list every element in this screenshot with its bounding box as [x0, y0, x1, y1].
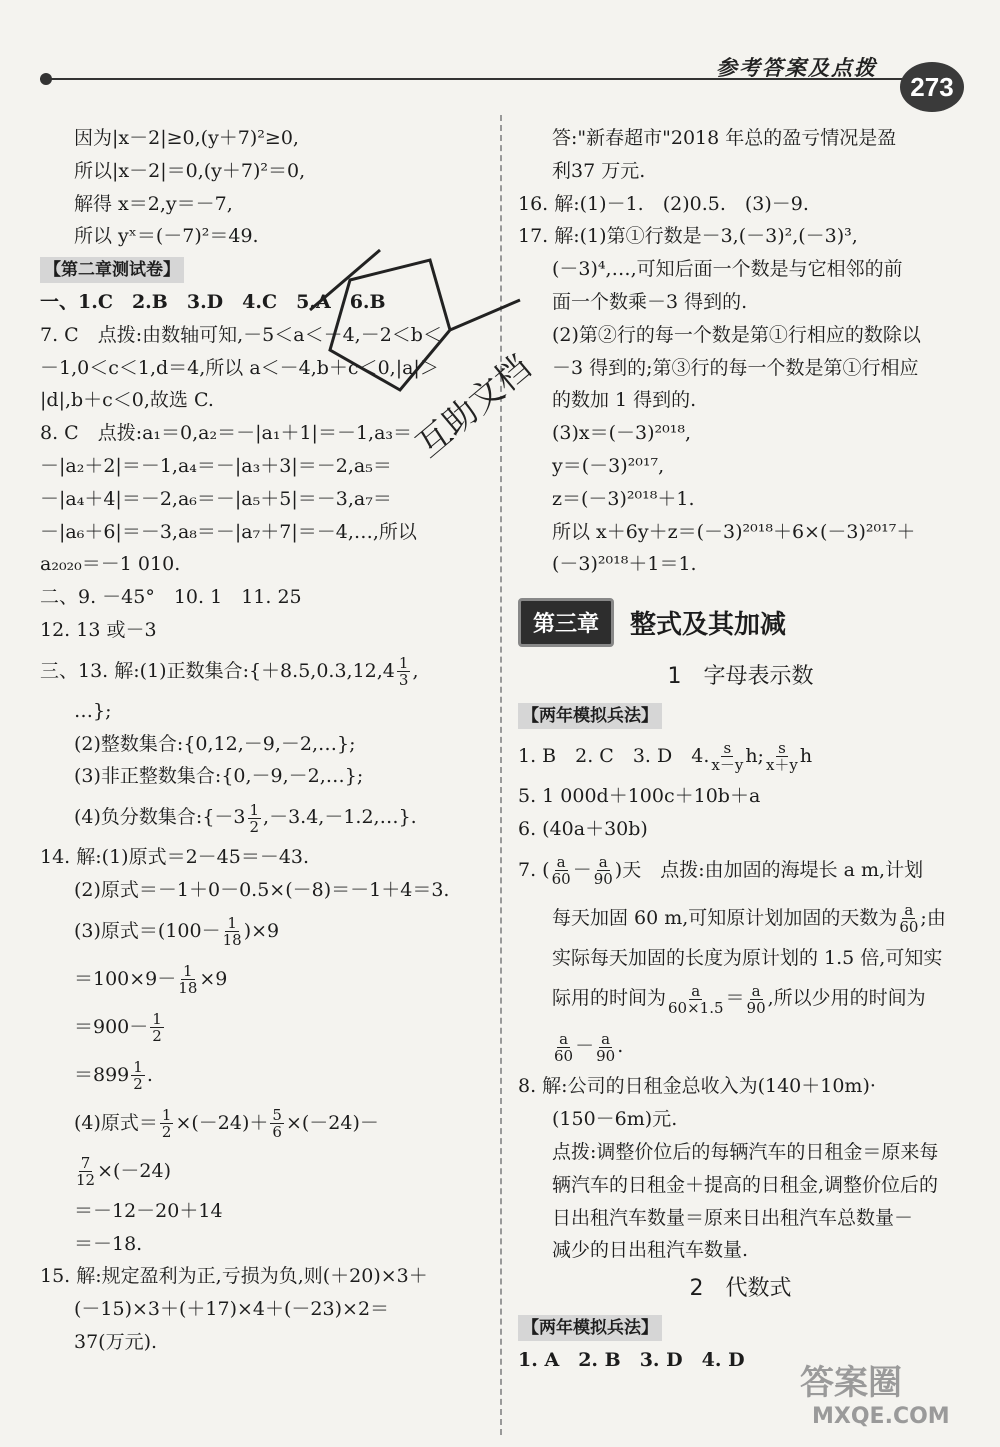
- denominator: 90: [746, 998, 766, 1017]
- numerator: 7: [80, 1154, 91, 1173]
- fraction: [711, 740, 743, 773]
- denominator: 60: [551, 870, 571, 889]
- numerator: 1: [183, 962, 193, 981]
- answer-line: [518, 1022, 963, 1070]
- text-part: ＝900－: [74, 1015, 149, 1038]
- answer-line: 12. 13 或－3: [40, 618, 157, 641]
- answer-line: [518, 846, 963, 894]
- answer-line: 一、1.C 2.B 3.D 4.C 5.A 6.B: [40, 290, 386, 313]
- answer-line: 8. 解:公司的日租金总收入为(140＋10m)·: [518, 1075, 876, 1098]
- tag-label: 【两年模拟兵法】: [518, 1315, 662, 1341]
- answer-line: [40, 1051, 490, 1099]
- numerator: s: [723, 739, 732, 758]
- text-part: ＝899: [74, 1063, 130, 1086]
- numerator: a: [559, 1029, 569, 1048]
- denominator: 90: [596, 1046, 616, 1065]
- fraction: [594, 854, 613, 887]
- section-tag: [40, 253, 490, 286]
- denominator: 60: [899, 918, 919, 937]
- answer-line: 所以 x＋6y＋z＝(－3)²⁰¹⁸＋6×(－3)²⁰¹⁷＋: [552, 520, 916, 543]
- answer-line: (2)原式＝－1＋0－0.5×(－8)＝－1＋4＝3.: [74, 878, 450, 901]
- answer-line: ＝－12－20＋14: [74, 1199, 223, 1222]
- fraction: [76, 1155, 95, 1188]
- left-column: [40, 122, 490, 1359]
- denominator: 2: [161, 1123, 172, 1142]
- text-part: ×9: [199, 967, 228, 990]
- denominator: x＋y: [765, 756, 798, 775]
- answer-line: (150－6m)元.: [552, 1108, 678, 1131]
- header-title: 参考答案及点拨: [716, 55, 877, 80]
- answer-line: [518, 894, 963, 942]
- numerator: s: [778, 739, 786, 758]
- text-part: ,－3.4,－1.2,…}.: [263, 806, 417, 829]
- numerator: a: [601, 1029, 611, 1048]
- numerator: a: [691, 981, 701, 1000]
- numerator: 1: [152, 1010, 162, 1029]
- answer-line: 减少的日出租汽车数量.: [552, 1239, 749, 1262]
- text-part: 1. B 2. C 3. D 4.: [518, 744, 710, 767]
- denominator: 90: [593, 870, 613, 889]
- text-part: 7. (: [518, 858, 550, 881]
- denominator: 12: [76, 1171, 96, 1190]
- answer-line: y＝(－3)²⁰¹⁷,: [552, 454, 665, 477]
- fraction: [150, 1011, 164, 1044]
- answer-line: a₂₀₂₀＝－1 010.: [40, 553, 181, 576]
- answer-line: －1,0＜c＜1,d＝4,所以 a＜－4,b＋c＜0,|a|＞: [40, 356, 439, 379]
- numerator: 1: [398, 654, 409, 673]
- answer-line: －|a₂＋2|＝－1,a₄＝－|a₃＋3|＝－2,a₅＝: [40, 454, 392, 477]
- denominator: 2: [133, 1075, 143, 1094]
- answer-line: 37(万元).: [74, 1330, 158, 1353]
- answer-line: 5. 1 000d＋100c＋10b＋a: [518, 784, 761, 807]
- numerator: 1: [227, 914, 237, 933]
- text-part: ,所以少用的时间为: [767, 987, 926, 1010]
- answer-line: 日出租汽车数量＝原来日出租汽车总数量－: [552, 1206, 914, 1229]
- answer-line: 14. 解:(1)原式＝2－45＝－43.: [40, 846, 310, 869]
- denominator: 60×1.5: [668, 998, 724, 1017]
- chapter-heading: [518, 589, 963, 655]
- answer-line: ＝－18.: [74, 1232, 143, 1255]
- section-title: 1 字母表示数: [667, 664, 814, 690]
- answer-line: 7. C 点拨:由数轴可知,－5＜a＜－4,－2＜b＜: [40, 323, 442, 346]
- fraction: [397, 655, 411, 688]
- text-part: h: [799, 744, 813, 767]
- page-number: 273: [900, 62, 964, 112]
- answer-line: [40, 1003, 490, 1051]
- answer-line: [40, 1099, 490, 1147]
- text-part: (4)原式＝: [74, 1111, 158, 1134]
- answer-line: 利37 万元.: [552, 159, 646, 182]
- text-part: h;: [745, 744, 764, 767]
- denominator: 6: [272, 1123, 282, 1142]
- answer-line: 6. (40a＋30b): [518, 817, 648, 840]
- answer-line: －3 得到的;第③行的每一个数是第①行相应: [552, 356, 919, 379]
- text-line: 所以|x－2|＝0,(y＋7)²＝0,: [74, 159, 306, 182]
- text-line: 因为|x－2|≥0,(y＋7)²≥0,: [74, 127, 299, 149]
- fraction: [248, 802, 262, 835]
- answer-line: [40, 647, 490, 695]
- answer-line: 1. A 2. B 3. D 4. D: [518, 1348, 745, 1371]
- numerator: 5: [272, 1106, 282, 1125]
- answer-line: (－3)⁴,…,可知后面一个数是与它相邻的前: [552, 258, 903, 281]
- fraction: [178, 963, 197, 996]
- numerator: a: [598, 853, 608, 872]
- answer-line: －|a₄＋4|＝－2,a₆＝－|a₅＋5|＝－3,a₇＝: [40, 487, 392, 510]
- tag-label: 【两年模拟兵法】: [518, 703, 662, 729]
- fraction: [131, 1059, 145, 1092]
- denominator: 18: [178, 979, 198, 998]
- section-title: 2 代数式: [689, 1276, 792, 1302]
- denominator: 2: [152, 1027, 162, 1046]
- text-part: ;由: [920, 906, 946, 929]
- corner-url: MXQE.COM: [812, 1404, 950, 1429]
- text-part: 三、13. 解:(1)正数集合:{＋8.5,0.3,12,4: [40, 659, 395, 682]
- section-tag: [518, 699, 963, 732]
- text-line: 所以 yˣ＝(－7)²＝49.: [74, 225, 259, 248]
- denominator: 60: [554, 1046, 574, 1065]
- chapter-badge: 第三章: [518, 598, 614, 647]
- answer-line: (－3)²⁰¹⁸＋1＝1.: [552, 553, 697, 576]
- text-part: ×(－24): [97, 1159, 172, 1182]
- chapter-title: 整式及其加减: [630, 609, 787, 640]
- answer-line: 点拨:调整价位后的每辆汽车的日租金＝原来每: [552, 1140, 939, 1163]
- text-part: ×(－24)＋: [175, 1111, 269, 1134]
- text-part: ＝: [725, 987, 745, 1010]
- text-part: ＝100×9－: [74, 967, 177, 990]
- column-divider: [500, 115, 502, 1435]
- numerator: a: [751, 981, 761, 1000]
- answer-line: z＝(－3)²⁰¹⁸＋1.: [552, 487, 695, 510]
- fraction: [899, 902, 918, 935]
- fraction: [270, 1107, 284, 1140]
- answer-line: [40, 1147, 490, 1195]
- answer-line: [518, 732, 963, 780]
- answer-line: 15. 解:规定盈利为正,亏损为负,则(＋20)×3＋: [40, 1265, 428, 1288]
- fraction: [223, 915, 242, 948]
- numerator: 1: [249, 800, 260, 819]
- tag-label: 【第二章测试卷】: [40, 257, 184, 283]
- answer-line: －|a₆＋6|＝－3,a₈＝－|a₇＋7|＝－4,…,所以: [40, 520, 417, 543]
- answer-line: 的数加 1 得到的.: [552, 389, 697, 412]
- answer-line: (3)x＝(－3)²⁰¹⁸,: [552, 422, 692, 445]
- stamp-text: 互助文档: [408, 347, 539, 466]
- text-part: )×9: [243, 919, 280, 942]
- answer-line: …};: [74, 699, 112, 722]
- text-part: .: [617, 1035, 624, 1058]
- answer-line: 17. 解:(1)第①行数是－3,(－3)²,(－3)³,: [518, 225, 858, 248]
- text-part: －: [575, 1035, 595, 1058]
- answer-line: 答:"新春超市"2018 年总的盈亏情况是盈: [552, 127, 897, 149]
- text-part: －: [572, 858, 592, 881]
- answer-line: [40, 955, 490, 1003]
- text-part: 每天加固 60 m,可知原计划加固的天数为: [552, 906, 898, 929]
- text-part: )天 点拨:由加固的海堤长 a m,计划: [614, 858, 924, 881]
- corner-logo: 答案圈: [800, 1363, 902, 1403]
- answer-line: 实际每天加固的长度为原计划的 1.5 倍,可知实: [552, 946, 943, 969]
- answer-line: 面一个数乘－3 得到的.: [552, 290, 748, 313]
- answer-line: 16. 解:(1)－1. (2)0.5. (3)－9.: [518, 192, 809, 215]
- answer-line: |d|,b＋c＜0,故选 C.: [40, 389, 214, 412]
- answer-line: (－15)×3＋(＋17)×4＋(－23)×2＝: [74, 1298, 390, 1321]
- answer-line: [518, 974, 963, 1022]
- text-part: .: [146, 1063, 153, 1086]
- numerator: a: [904, 901, 914, 920]
- denominator: x－y: [711, 756, 744, 775]
- text-line: 解得 x＝2,y＝－7,: [74, 192, 233, 215]
- section-tag: [518, 1311, 963, 1344]
- fraction: [596, 1031, 615, 1064]
- answer-line: [40, 907, 490, 955]
- denominator: 18: [222, 931, 242, 950]
- answer-line: 二、9. －45° 10. 1 11. 25: [40, 586, 302, 609]
- fraction: [668, 983, 724, 1016]
- answer-line: (2)第②行的每一个数是第①行相应的数除以: [552, 323, 921, 346]
- fraction: [554, 1031, 573, 1064]
- answer-line: [40, 793, 490, 841]
- numerator: 1: [161, 1106, 172, 1125]
- answer-line: (3)非正整数集合:{0,－9,－2,…};: [74, 765, 364, 788]
- fraction: [160, 1107, 174, 1140]
- right-column: [518, 122, 963, 1377]
- answer-line: 8. C 点拨:a₁＝0,a₂＝－|a₁＋1|＝－1,a₃＝: [40, 422, 413, 445]
- text-part: (4)负分数集合:{－3: [74, 806, 246, 829]
- text-part: 际用的时间为: [552, 987, 667, 1010]
- denominator: 3: [398, 671, 409, 690]
- fraction: [747, 983, 766, 1016]
- text-part: ×(－24)－: [285, 1111, 379, 1134]
- numerator: 1: [133, 1058, 143, 1077]
- answer-line: 辆汽车的日租金＋提高的日租金,调整价位后的: [552, 1173, 939, 1196]
- numerator: a: [556, 853, 566, 872]
- fraction: [552, 854, 571, 887]
- text-part: ,: [412, 659, 419, 682]
- answer-line: (2)整数集合:{0,12,－9,－2,…};: [74, 732, 356, 755]
- fraction: [766, 740, 798, 773]
- denominator: 2: [249, 817, 260, 836]
- text-part: (3)原式＝(100－: [74, 919, 221, 942]
